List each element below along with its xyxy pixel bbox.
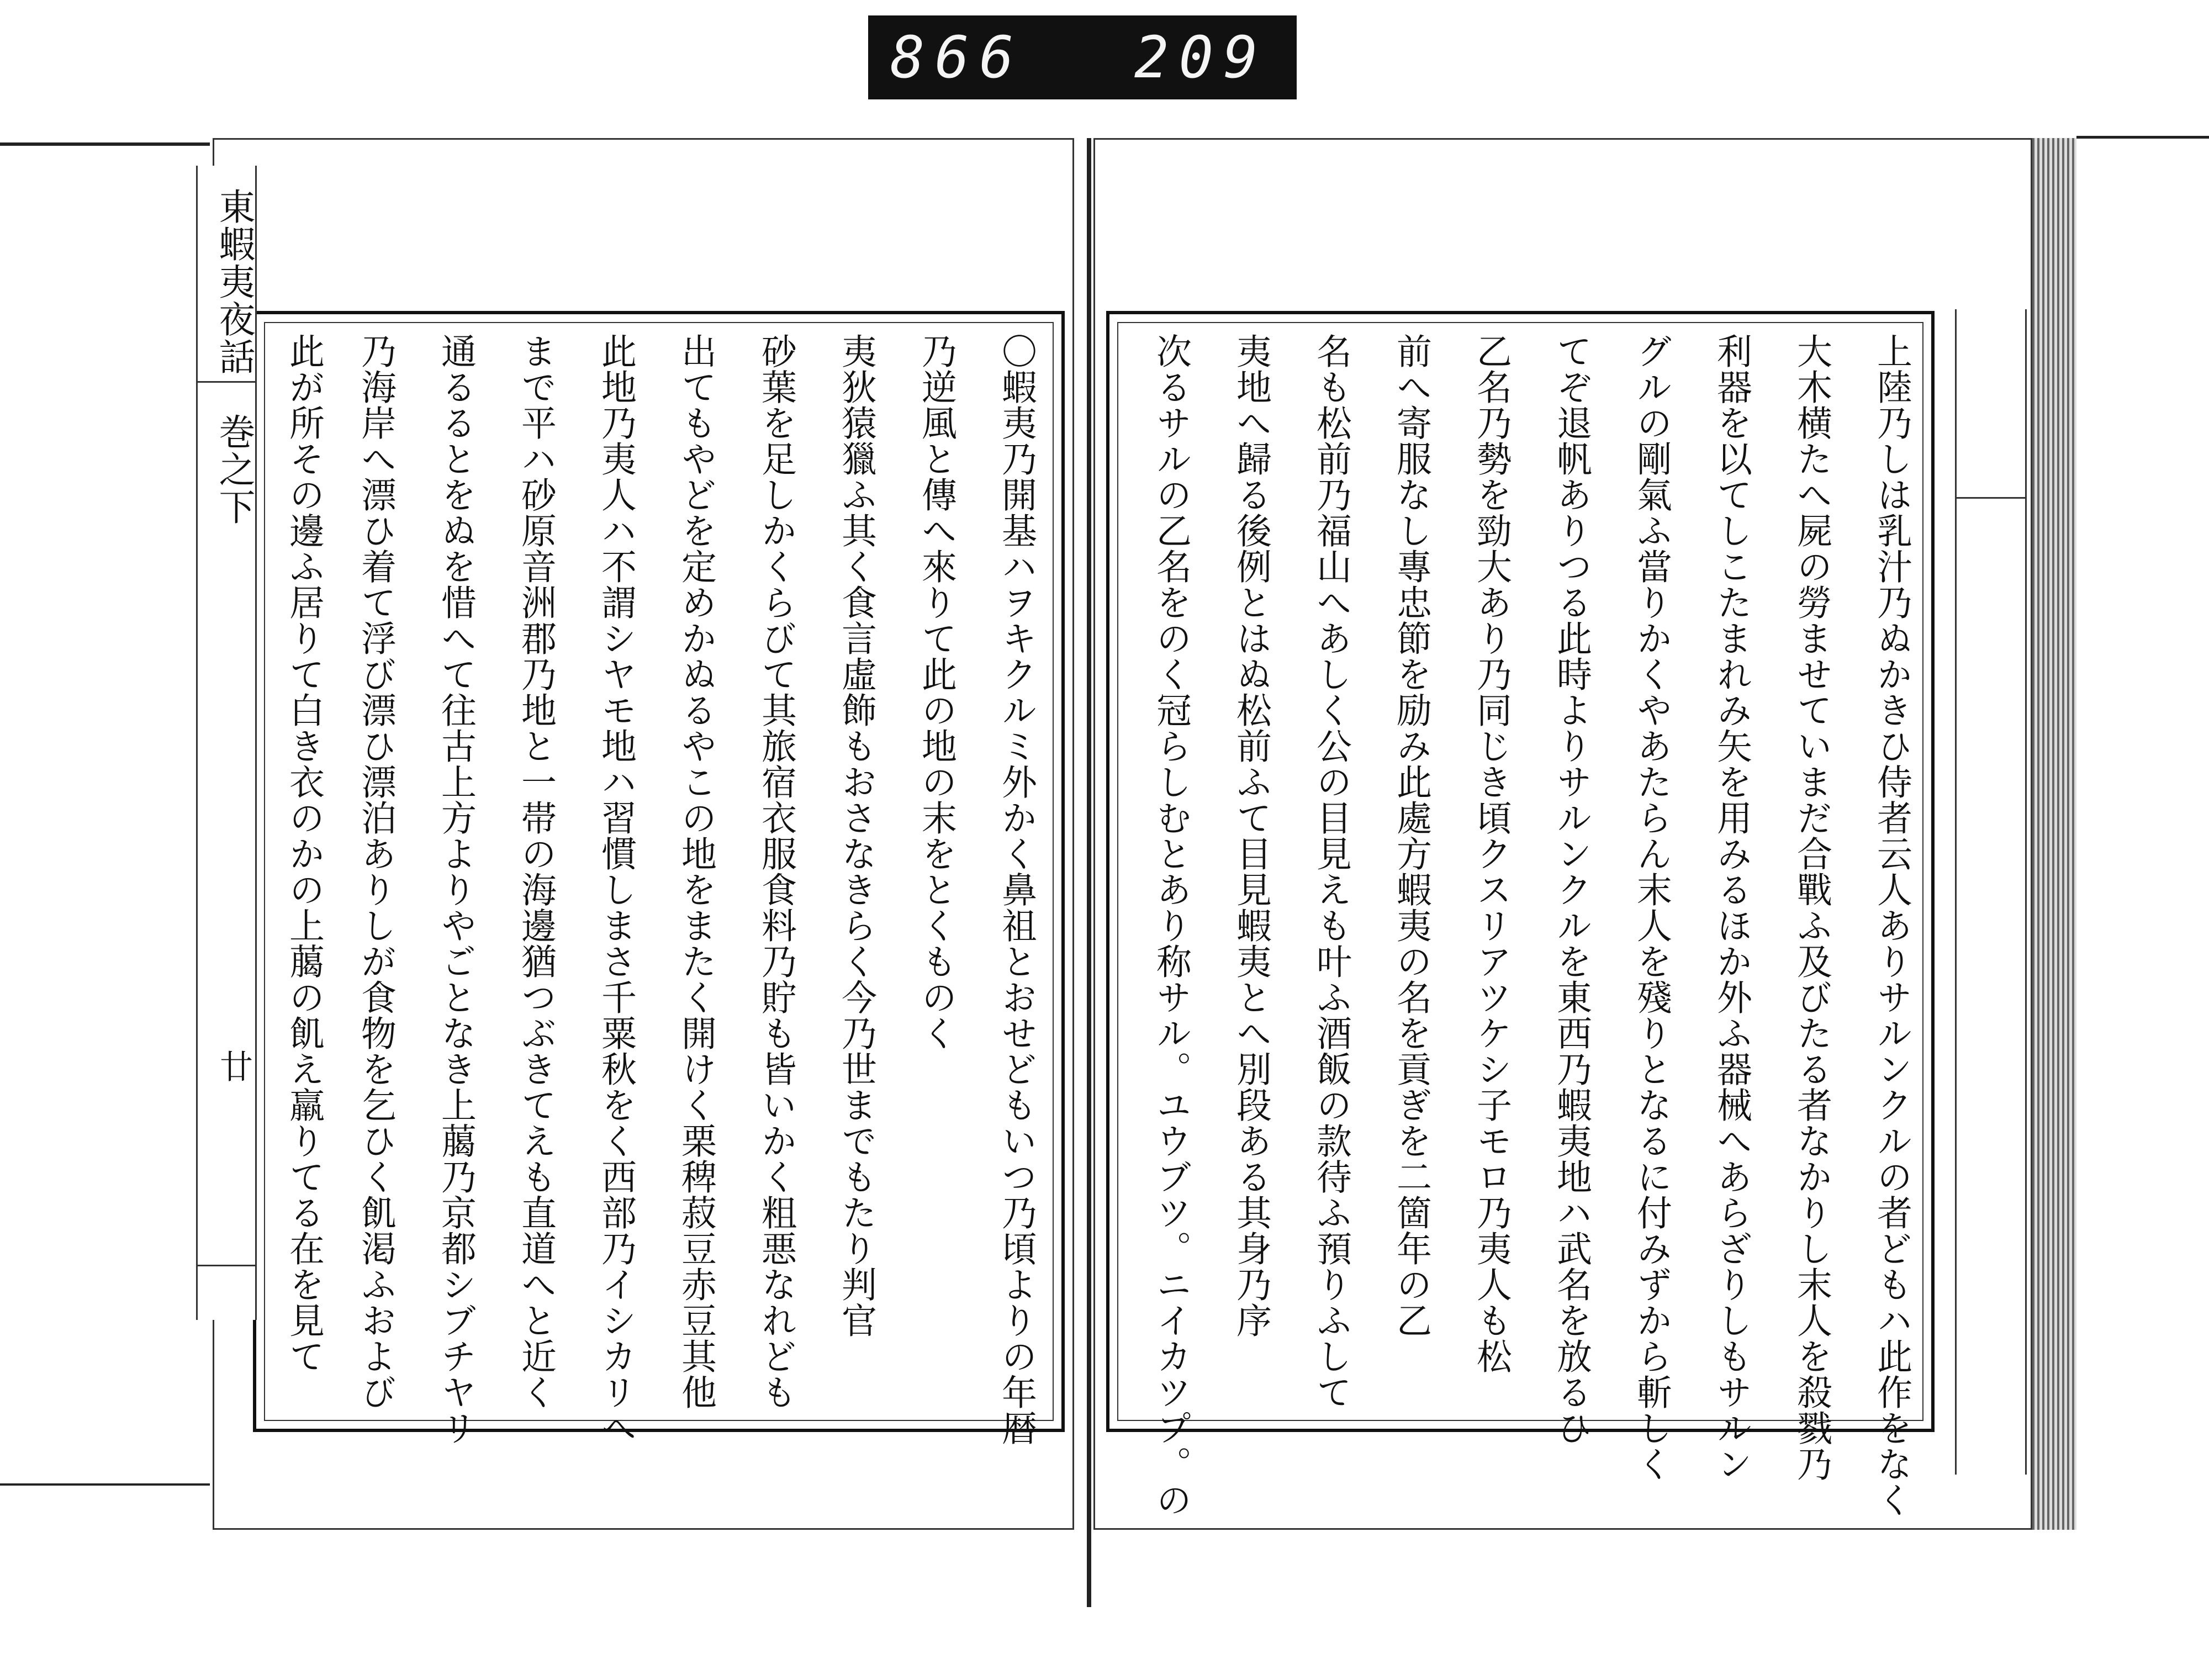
top-edge-line-left [0, 142, 210, 146]
text-column: 大木横たへ屍の勞ませていまだ合戰ふ及びたる者なかりし末人を殺戮乃 [1791, 333, 1832, 1482]
text-column: 夷地へ歸る後例とはぬ松前ふて目見蝦夷とへ別段ある其身乃序 [1230, 333, 1271, 1338]
text-column: 名も松前乃福山へあしく公の目見えも叶ふ酒飯の款待ふ預りふして [1310, 333, 1351, 1410]
text-column: 乃海岸へ漂ひ着て浮び漂ひ漂泊ありしが食物を乞ひく飢渇ふおよび [355, 333, 396, 1410]
text-column: 此が所その邊ふ居りて白き衣のかの上﨟の飢え羸りてる在を見て [283, 333, 324, 1374]
text-column: 〇蝦夷乃開基ハヲキクルミ外かく鼻祖とおせどもいつ乃頃よりの年暦 [996, 333, 1037, 1446]
text-column: 利器を以てしこたまれみ矢を用みるほか外ふ器械へあらざりしもサルン [1711, 333, 1752, 1482]
text-column: 前へ寄服なし專忠節を励み此處方蝦夷の名を貢ぎを二箇年の乙 [1391, 333, 1431, 1338]
frame-number: 866 [890, 24, 1024, 91]
right-page-margin-title [1955, 309, 2027, 1475]
bottom-edge-line-left [0, 1483, 210, 1486]
folio-number: 廿 [214, 1049, 253, 1082]
book-spine [1087, 138, 1091, 1607]
right-page [1093, 138, 2032, 1530]
margin-divider [198, 1265, 255, 1266]
book-title: 東蝦夷夜話 巻之下 [213, 188, 255, 526]
page-edges [2032, 138, 2076, 1530]
text-column: 乙名乃勢を勁大あり乃同じき頃クスリアツケシ子モロ乃夷人も松 [1471, 333, 1512, 1374]
text-column: 次るサルの乙名をのく冠らしむとあり称サル。ユウブツ。ニイカツプ。の [1150, 333, 1191, 1518]
left-page-margin-title [196, 166, 257, 1320]
left-text-frame [253, 311, 1065, 1446]
top-edge-line-right [2076, 136, 2209, 139]
text-column: 砂葉を足しかくらびて其旅宿衣服食料乃貯も皆いかく粗悪なれども [755, 333, 796, 1410]
text-column: グルの剛氣ふ當りかくやあたらん末人を殘りとなるに付みずから斬しく [1631, 333, 1672, 1482]
margin-divider [1957, 497, 2025, 499]
film-frame-label [868, 15, 1297, 99]
text-column: 此地乃夷人ハ不謂シヤモ地ハ習慣しまさ千粟秋をく西部乃イシカリへ [595, 333, 636, 1446]
page-number: 209 [1134, 24, 1268, 91]
text-column: 乃逆風と傳へ來りて此の地の末をとくものく [916, 333, 956, 1051]
text-column: 通るるとをぬを惜へて往古上方よりやごとなき上﨟乃京都シブチヤリ [435, 333, 476, 1446]
right-text-frame [1106, 311, 1935, 1518]
text-column: 夷狄猿獵ふ其く食言虛飾もおさなきらく今乃世までもたり判官 [836, 333, 876, 1338]
text-column: まで平ハ砂原音洲郡乃地と一帯の海邊猶つぶきてえも直道へと近く [515, 333, 556, 1410]
text-column: 出てもやどを定めかぬるやこの地をまたく開けく栗稗菽豆赤豆其他 [675, 333, 716, 1410]
text-column: てぞ退帆ありつる此時よりサルンクルを東西乃蝦夷地ハ武名を放るひ [1551, 333, 1592, 1446]
left-page [213, 138, 1074, 1530]
text-column: 上陸乃しは乳汁乃ぬかきひ侍者云人ありサルンクルの者どもハ此作をなく [1871, 333, 1912, 1518]
